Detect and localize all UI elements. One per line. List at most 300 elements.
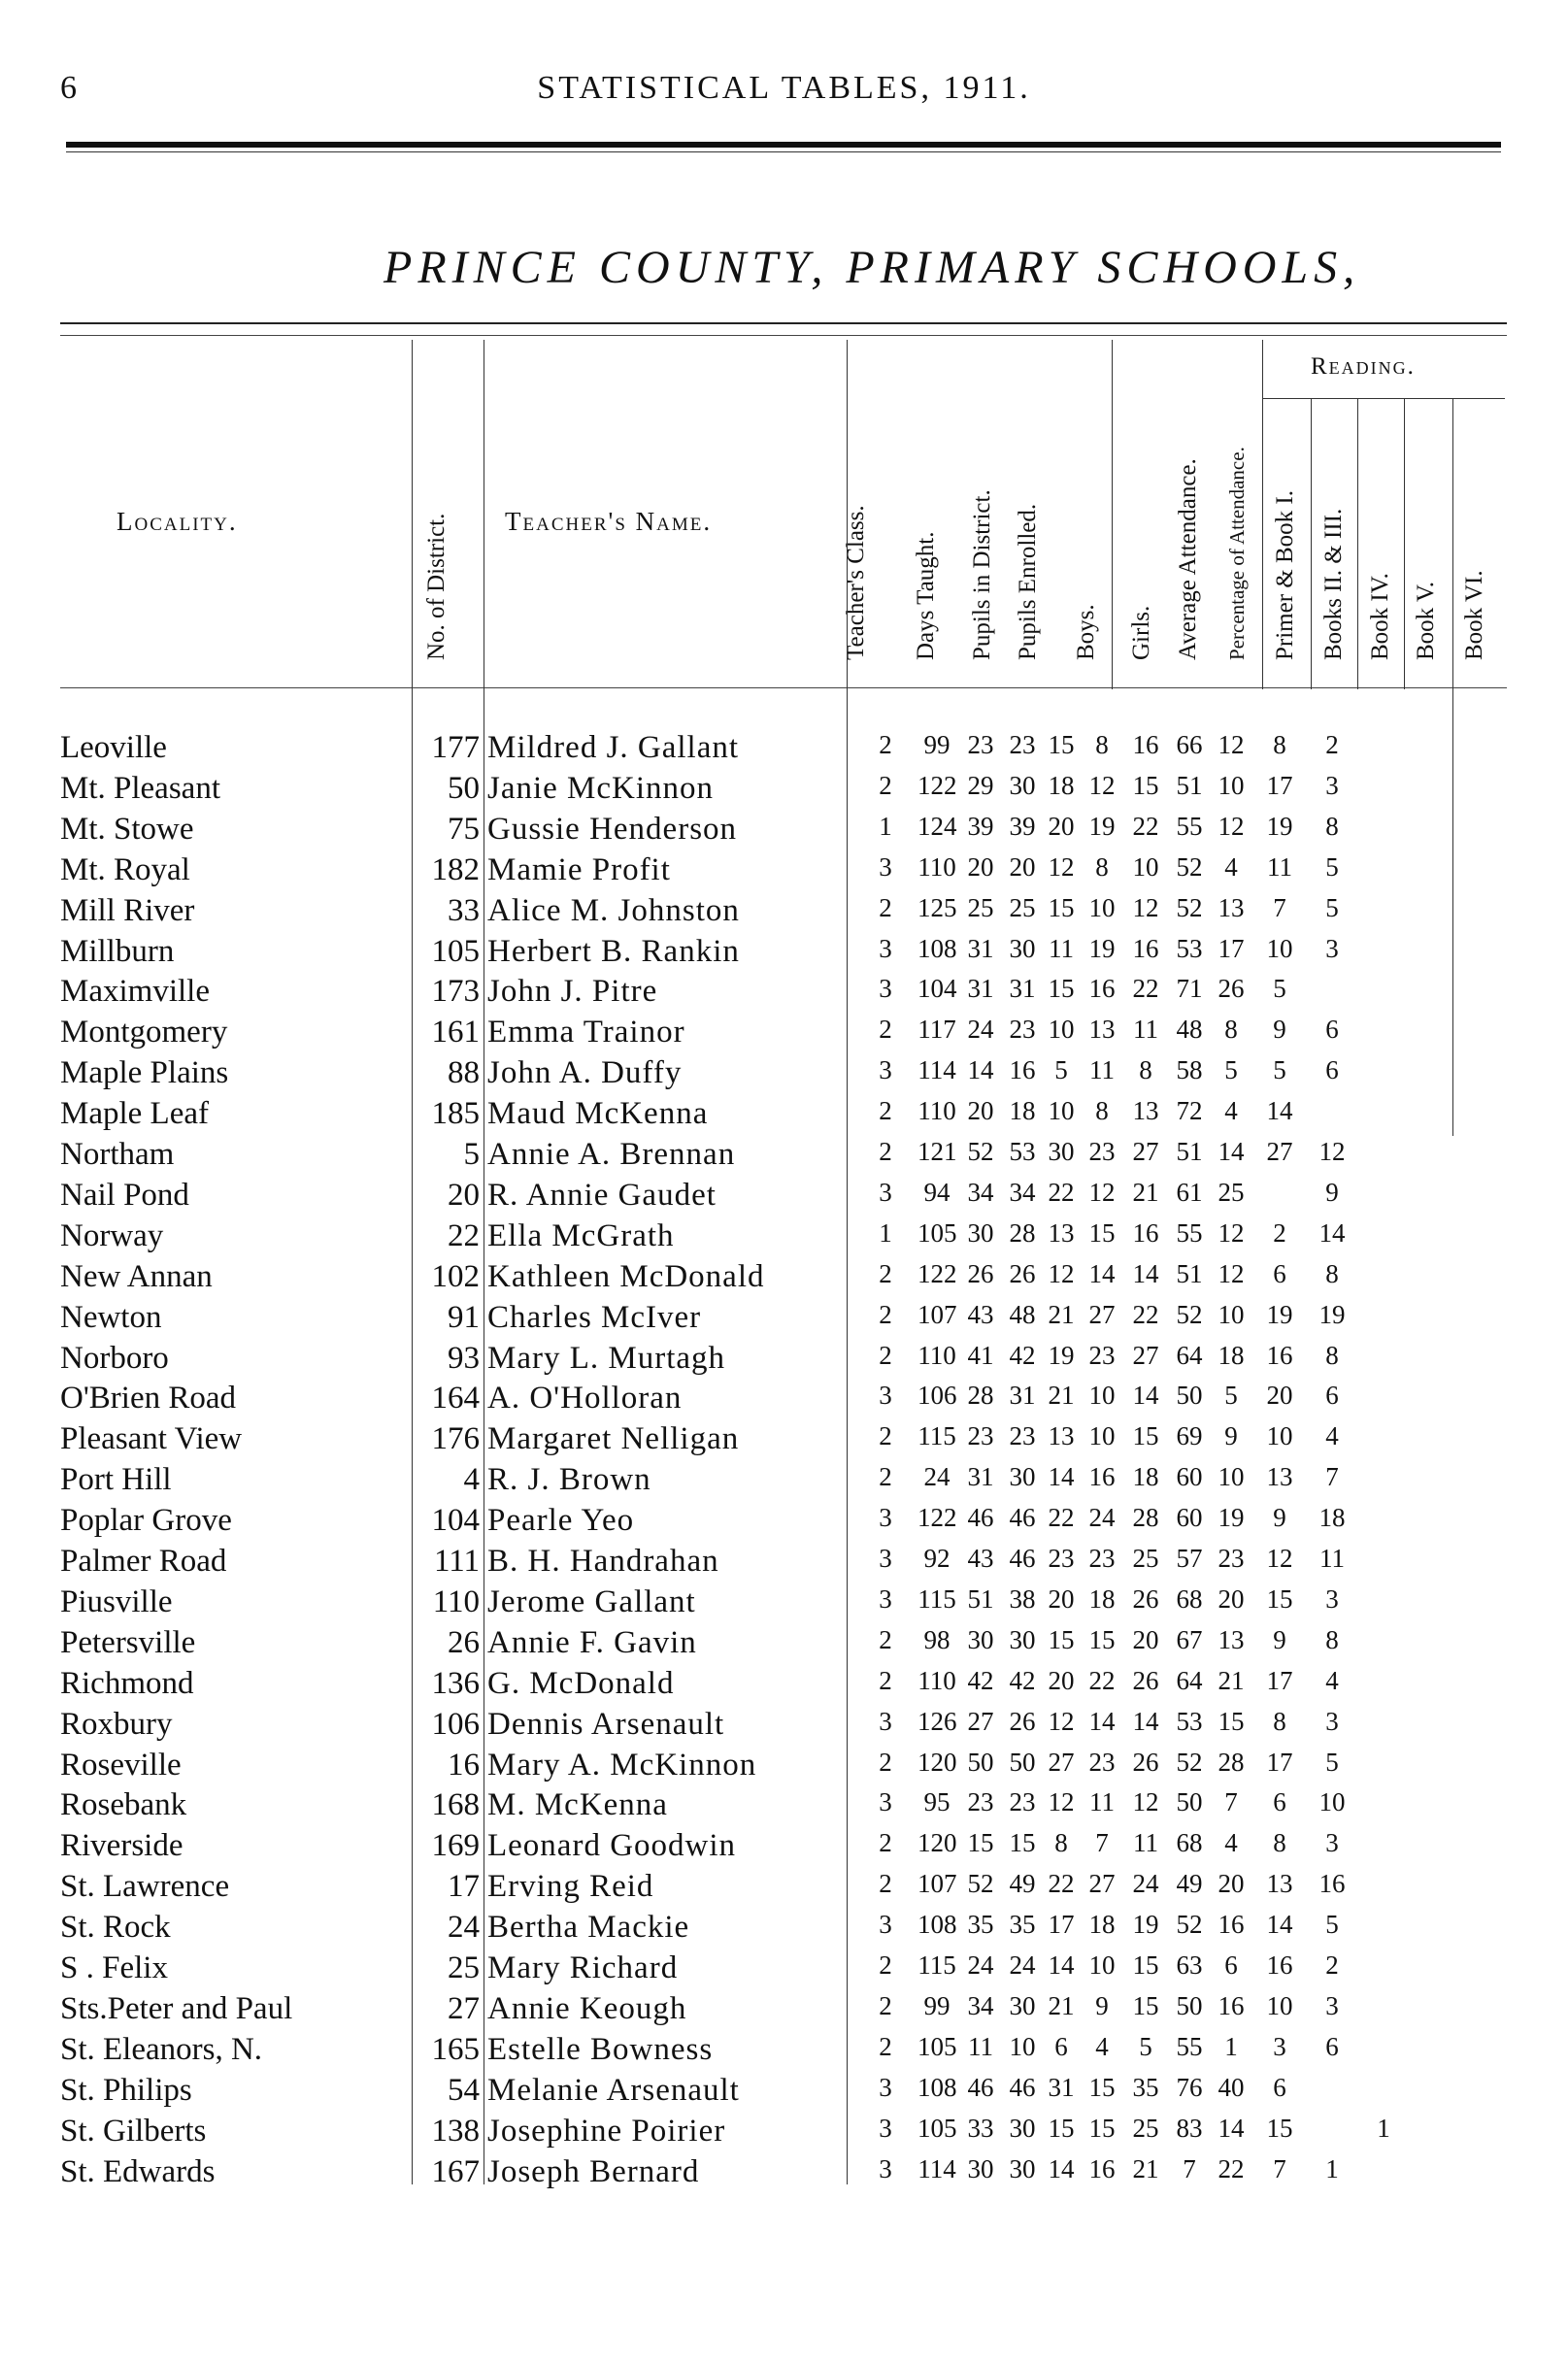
column-rule bbox=[1404, 398, 1405, 689]
primer-cell: 15 bbox=[1218, 1706, 1245, 1736]
locality-cell: Pleasant View bbox=[60, 1421, 243, 1457]
cls-cell: 3 bbox=[879, 1381, 892, 1411]
primer-cell: 4 bbox=[1224, 1096, 1238, 1126]
b23-cell: 10 bbox=[1266, 1421, 1293, 1451]
b23-cell: 7 bbox=[1273, 892, 1286, 922]
teacher-cell: Mary Richard bbox=[487, 1950, 679, 1985]
locality-cell: Port Hill bbox=[60, 1462, 172, 1498]
primer-cell: 40 bbox=[1218, 2072, 1245, 2102]
cls-cell: 2 bbox=[879, 1990, 892, 2020]
avg-cell: 28 bbox=[1132, 1503, 1159, 1533]
b4-cell: 18 bbox=[1318, 1503, 1346, 1533]
pupils-cell: 46 bbox=[967, 1503, 994, 1533]
avg-cell: 27 bbox=[1132, 1137, 1159, 1166]
boys-cell: 20 bbox=[1048, 811, 1075, 841]
table-row bbox=[0, 2154, 1568, 2195]
primer-cell: 10 bbox=[1218, 1299, 1245, 1329]
cls-cell: 2 bbox=[879, 1828, 892, 1858]
locality-cell: New Annan bbox=[60, 1258, 213, 1294]
b4-cell: 3 bbox=[1325, 933, 1339, 963]
table-row bbox=[0, 1910, 1568, 1950]
boys-cell: 12 bbox=[1048, 851, 1075, 882]
days-cell: 104 bbox=[917, 974, 957, 1004]
boys-cell: 12 bbox=[1048, 1258, 1075, 1288]
pct-cell: 64 bbox=[1176, 1665, 1203, 1695]
cls-cell: 2 bbox=[879, 1340, 892, 1370]
locality-cell: Nail Pond bbox=[60, 1177, 189, 1213]
locality-cell: Roxbury bbox=[60, 1706, 173, 1742]
district-cell: 173 bbox=[431, 974, 480, 1010]
b23-cell: 16 bbox=[1266, 1340, 1293, 1370]
boys-cell: 31 bbox=[1048, 2072, 1075, 2102]
table-row bbox=[0, 1341, 1568, 1382]
locality-cell: Riverside bbox=[60, 1828, 183, 1864]
avg-cell: 15 bbox=[1132, 1421, 1159, 1451]
b23-cell: 17 bbox=[1266, 770, 1293, 800]
avg-cell: 26 bbox=[1132, 1665, 1159, 1695]
b4-cell: 10 bbox=[1318, 1787, 1346, 1817]
table-top-rule bbox=[60, 322, 1507, 324]
boys-cell: 12 bbox=[1048, 1787, 1075, 1817]
header-girls: Girls. bbox=[1128, 605, 1154, 660]
table-row bbox=[0, 893, 1568, 934]
locality-cell: Petersville bbox=[60, 1624, 196, 1660]
cls-cell: 2 bbox=[879, 1299, 892, 1329]
pupils-cell: 33 bbox=[967, 2113, 994, 2143]
girls-cell: 13 bbox=[1088, 1015, 1116, 1045]
b4-cell: 3 bbox=[1325, 1706, 1339, 1736]
locality-cell: Sts.Peter and Paul bbox=[60, 1990, 293, 2026]
primer-cell: 16 bbox=[1218, 1990, 1245, 2020]
b23-cell: 16 bbox=[1266, 1950, 1293, 1980]
column-rule bbox=[1262, 340, 1263, 689]
cls-cell: 3 bbox=[879, 1503, 892, 1533]
pct-cell: 60 bbox=[1176, 1503, 1203, 1533]
enrolled-cell: 34 bbox=[1009, 1177, 1036, 1207]
boys-cell: 14 bbox=[1048, 1950, 1075, 1980]
boys-cell: 6 bbox=[1054, 2031, 1068, 2061]
b4-cell: 12 bbox=[1318, 1137, 1346, 1166]
avg-cell: 16 bbox=[1132, 1217, 1159, 1248]
district-cell: 136 bbox=[431, 1665, 480, 1701]
b23-cell: 17 bbox=[1266, 1747, 1293, 1777]
table-row bbox=[0, 1421, 1568, 1462]
cls-cell: 3 bbox=[879, 1706, 892, 1736]
pupils-cell: 27 bbox=[967, 1706, 994, 1736]
boys-cell: 22 bbox=[1048, 1869, 1075, 1899]
district-cell: 104 bbox=[431, 1503, 480, 1539]
locality-cell: Newton bbox=[60, 1299, 162, 1335]
pupils-cell: 31 bbox=[967, 933, 994, 963]
avg-cell: 16 bbox=[1132, 730, 1159, 759]
avg-cell: 10 bbox=[1132, 851, 1159, 882]
locality-cell: Mt. Stowe bbox=[60, 811, 194, 847]
primer-cell: 13 bbox=[1218, 1624, 1245, 1654]
b23-cell: 12 bbox=[1266, 1544, 1293, 1573]
girls-cell: 15 bbox=[1088, 2072, 1116, 2102]
cls-cell: 1 bbox=[879, 811, 892, 841]
teacher-cell: A. O'Holloran bbox=[487, 1381, 683, 1416]
district-cell: 161 bbox=[431, 1015, 480, 1050]
enrolled-cell: 10 bbox=[1009, 2031, 1036, 2061]
b23-cell: 9 bbox=[1273, 1015, 1286, 1045]
primer-cell: 9 bbox=[1224, 1421, 1238, 1451]
district-cell: 24 bbox=[448, 1910, 480, 1946]
teacher-cell: Erving Reid bbox=[487, 1869, 654, 1905]
enrolled-cell: 53 bbox=[1009, 1137, 1036, 1166]
table-row bbox=[0, 974, 1568, 1015]
pupils-cell: 52 bbox=[967, 1137, 994, 1166]
pct-cell: 7 bbox=[1183, 2153, 1196, 2183]
teacher-cell: Charles McIver bbox=[487, 1299, 702, 1335]
teacher-cell: John J. Pitre bbox=[487, 974, 658, 1010]
locality-cell: Leoville bbox=[60, 730, 167, 765]
avg-cell: 18 bbox=[1132, 1462, 1159, 1492]
table-row bbox=[0, 1178, 1568, 1218]
boys-cell: 12 bbox=[1048, 1706, 1075, 1736]
enrolled-cell: 30 bbox=[1009, 1624, 1036, 1654]
enrolled-cell: 42 bbox=[1009, 1665, 1036, 1695]
girls-cell: 22 bbox=[1088, 1665, 1116, 1695]
days-cell: 107 bbox=[917, 1869, 957, 1899]
pct-cell: 71 bbox=[1176, 974, 1203, 1004]
avg-cell: 22 bbox=[1132, 974, 1159, 1004]
girls-cell: 8 bbox=[1095, 1096, 1109, 1126]
days-cell: 110 bbox=[917, 1665, 956, 1695]
teacher-cell: Dennis Arsenault bbox=[487, 1706, 725, 1742]
boys-cell: 15 bbox=[1048, 2113, 1075, 2143]
girls-cell: 27 bbox=[1088, 1299, 1116, 1329]
days-cell: 108 bbox=[917, 1910, 957, 1940]
days-cell: 115 bbox=[917, 1950, 956, 1980]
table-row bbox=[0, 1584, 1568, 1625]
avg-cell: 21 bbox=[1132, 1177, 1159, 1207]
days-cell: 110 bbox=[917, 1340, 956, 1370]
primer-cell: 10 bbox=[1218, 770, 1245, 800]
enrolled-cell: 28 bbox=[1009, 1217, 1036, 1248]
enrolled-cell: 30 bbox=[1009, 1990, 1036, 2020]
district-cell: 75 bbox=[448, 811, 480, 847]
cls-cell: 2 bbox=[879, 1462, 892, 1492]
b4-cell: 1 bbox=[1325, 2153, 1339, 2183]
pupils-cell: 30 bbox=[967, 1217, 994, 1248]
pupils-cell: 50 bbox=[967, 1747, 994, 1777]
boys-cell: 21 bbox=[1048, 1299, 1075, 1329]
table-row bbox=[0, 1950, 1568, 1991]
b23-cell: 19 bbox=[1266, 1299, 1293, 1329]
girls-cell: 23 bbox=[1088, 1137, 1116, 1166]
primer-cell: 28 bbox=[1218, 1747, 1245, 1777]
district-cell: 110 bbox=[432, 1583, 480, 1619]
avg-cell: 11 bbox=[1133, 1015, 1158, 1045]
enrolled-cell: 26 bbox=[1009, 1706, 1036, 1736]
avg-cell: 15 bbox=[1132, 1950, 1159, 1980]
teacher-cell: Herbert B. Rankin bbox=[487, 933, 740, 969]
girls-cell: 16 bbox=[1088, 2153, 1116, 2183]
avg-cell: 27 bbox=[1132, 1340, 1159, 1370]
cls-cell: 3 bbox=[879, 933, 892, 963]
teacher-cell: Margaret Nelligan bbox=[487, 1421, 740, 1457]
pupils-cell: 41 bbox=[967, 1340, 994, 1370]
enrolled-cell: 20 bbox=[1009, 851, 1036, 882]
b23-cell: 6 bbox=[1273, 2072, 1286, 2102]
table-row bbox=[0, 852, 1568, 893]
pct-cell: 50 bbox=[1176, 1787, 1203, 1817]
days-cell: 114 bbox=[917, 1055, 956, 1085]
boys-cell: 11 bbox=[1049, 933, 1074, 963]
cls-cell: 2 bbox=[879, 1869, 892, 1899]
cls-cell: 3 bbox=[879, 1055, 892, 1085]
pct-cell: 63 bbox=[1176, 1950, 1203, 1980]
section-title: PRINCE COUNTY, PRIMARY SCHOOLS, bbox=[384, 242, 1361, 293]
cls-cell: 2 bbox=[879, 1421, 892, 1451]
boys-cell: 13 bbox=[1048, 1421, 1075, 1451]
table-row bbox=[0, 1869, 1568, 1910]
primer-cell: 4 bbox=[1224, 851, 1238, 882]
header-books-2-3: Books II. & III. bbox=[1320, 508, 1347, 660]
table-row bbox=[0, 1218, 1568, 1259]
girls-cell: 9 bbox=[1095, 1990, 1109, 2020]
cls-cell: 2 bbox=[879, 1258, 892, 1288]
district-cell: 93 bbox=[448, 1340, 480, 1376]
boys-cell: 10 bbox=[1048, 1015, 1075, 1045]
pupils-cell: 51 bbox=[967, 1583, 994, 1614]
cls-cell: 3 bbox=[879, 1787, 892, 1817]
teacher-cell: Annie F. Gavin bbox=[487, 1624, 697, 1660]
enrolled-cell: 15 bbox=[1009, 1828, 1036, 1858]
primer-cell: 12 bbox=[1218, 1217, 1245, 1248]
table-row bbox=[0, 2032, 1568, 2073]
district-cell: 168 bbox=[431, 1787, 480, 1823]
primer-cell: 10 bbox=[1218, 1462, 1245, 1492]
teacher-cell: Mildred J. Gallant bbox=[487, 730, 740, 765]
teacher-cell: R. J. Brown bbox=[487, 1462, 651, 1498]
locality-cell: Norboro bbox=[60, 1340, 169, 1376]
boys-cell: 20 bbox=[1048, 1665, 1075, 1695]
header-rule-thin bbox=[66, 151, 1501, 152]
primer-cell: 7 bbox=[1224, 1787, 1238, 1817]
cls-cell: 3 bbox=[879, 2153, 892, 2183]
pct-cell: 67 bbox=[1176, 1624, 1203, 1654]
avg-cell: 8 bbox=[1139, 1055, 1152, 1085]
pupils-cell: 20 bbox=[967, 851, 994, 882]
teacher-cell: Josephine Poirier bbox=[487, 2113, 726, 2149]
days-cell: 121 bbox=[917, 1137, 957, 1166]
table-row bbox=[0, 1991, 1568, 2032]
reading-group-rule bbox=[1262, 398, 1505, 399]
district-cell: 5 bbox=[463, 1137, 480, 1172]
header-book4: Book IV. bbox=[1367, 573, 1393, 660]
b23-cell: 15 bbox=[1266, 1583, 1293, 1614]
girls-cell: 4 bbox=[1095, 2031, 1109, 2061]
table-row bbox=[0, 1544, 1568, 1584]
girls-cell: 7 bbox=[1095, 1828, 1109, 1858]
avg-cell: 5 bbox=[1139, 2031, 1152, 2061]
boys-cell: 23 bbox=[1048, 1544, 1075, 1573]
enrolled-cell: 23 bbox=[1009, 730, 1036, 759]
girls-cell: 14 bbox=[1088, 1706, 1116, 1736]
table-row bbox=[0, 771, 1568, 812]
girls-cell: 10 bbox=[1088, 1950, 1116, 1980]
pct-cell: 51 bbox=[1176, 1258, 1203, 1288]
b4-cell: 3 bbox=[1325, 770, 1339, 800]
days-cell: 122 bbox=[917, 770, 957, 800]
locality-cell: Norway bbox=[60, 1217, 164, 1253]
pupils-cell: 43 bbox=[967, 1544, 994, 1573]
boys-cell: 19 bbox=[1048, 1340, 1075, 1370]
district-cell: 27 bbox=[448, 1990, 480, 2026]
table-row bbox=[0, 1787, 1568, 1828]
primer-cell: 12 bbox=[1218, 1258, 1245, 1288]
running-title: STATISTICAL TABLES, 1911. bbox=[537, 70, 1031, 106]
girls-cell: 18 bbox=[1088, 1910, 1116, 1940]
girls-cell: 10 bbox=[1088, 892, 1116, 922]
b4-cell: 5 bbox=[1325, 1747, 1339, 1777]
cls-cell: 2 bbox=[879, 892, 892, 922]
table-row bbox=[0, 1055, 1568, 1096]
enrolled-cell: 30 bbox=[1009, 2113, 1036, 2143]
boys-cell: 13 bbox=[1048, 1217, 1075, 1248]
pupils-cell: 30 bbox=[967, 1624, 994, 1654]
cls-cell: 2 bbox=[879, 1015, 892, 1045]
pct-cell: 51 bbox=[1176, 770, 1203, 800]
table-row bbox=[0, 1096, 1568, 1137]
b23-cell: 17 bbox=[1266, 1665, 1293, 1695]
district-cell: 26 bbox=[448, 1624, 480, 1660]
pct-cell: 52 bbox=[1176, 1910, 1203, 1940]
locality-cell: Mt. Pleasant bbox=[60, 770, 220, 806]
cls-cell: 2 bbox=[879, 1624, 892, 1654]
cls-cell: 3 bbox=[879, 1910, 892, 1940]
teacher-cell: M. McKenna bbox=[487, 1787, 668, 1823]
b23-cell: 13 bbox=[1266, 1869, 1293, 1899]
table-row bbox=[0, 1300, 1568, 1341]
days-cell: 98 bbox=[923, 1624, 951, 1654]
boys-cell: 8 bbox=[1054, 1828, 1068, 1858]
pct-cell: 72 bbox=[1176, 1096, 1203, 1126]
days-cell: 117 bbox=[917, 1015, 956, 1045]
primer-cell: 8 bbox=[1224, 1015, 1238, 1045]
boys-cell: 14 bbox=[1048, 2153, 1075, 2183]
b23-cell: 27 bbox=[1266, 1137, 1293, 1166]
avg-cell: 14 bbox=[1132, 1258, 1159, 1288]
page-number: 6 bbox=[60, 70, 77, 106]
district-cell: 111 bbox=[433, 1544, 480, 1579]
locality-cell: St. Philips bbox=[60, 2072, 192, 2108]
pct-cell: 68 bbox=[1176, 1828, 1203, 1858]
locality-cell: St. Rock bbox=[60, 1910, 171, 1946]
pupils-cell: 46 bbox=[967, 2072, 994, 2102]
enrolled-cell: 26 bbox=[1009, 1258, 1036, 1288]
header-pupils-enrolled: Pupils Enrolled. bbox=[1015, 503, 1041, 660]
b4-cell: 3 bbox=[1325, 1990, 1339, 2020]
days-cell: 105 bbox=[917, 2113, 957, 2143]
enrolled-cell: 35 bbox=[1009, 1910, 1036, 1940]
b23-cell: 7 bbox=[1273, 2153, 1286, 2183]
primer-cell: 4 bbox=[1224, 1828, 1238, 1858]
b4-cell: 8 bbox=[1325, 1340, 1339, 1370]
enrolled-cell: 30 bbox=[1009, 1462, 1036, 1492]
pupils-cell: 34 bbox=[967, 1177, 994, 1207]
primer-cell: 25 bbox=[1218, 1177, 1245, 1207]
table-row bbox=[0, 2073, 1568, 2114]
days-cell: 122 bbox=[917, 1258, 957, 1288]
avg-cell: 22 bbox=[1132, 811, 1159, 841]
table-row bbox=[0, 812, 1568, 852]
cls-cell: 3 bbox=[879, 851, 892, 882]
locality-cell: Mt. Royal bbox=[60, 851, 190, 887]
days-cell: 124 bbox=[917, 811, 957, 841]
table-row bbox=[0, 1707, 1568, 1748]
days-cell: 126 bbox=[917, 1706, 957, 1736]
girls-cell: 15 bbox=[1088, 1217, 1116, 1248]
locality-cell: Rosebank bbox=[60, 1787, 187, 1823]
district-cell: 17 bbox=[448, 1869, 480, 1905]
teacher-cell: Kathleen McDonald bbox=[487, 1258, 765, 1294]
enrolled-cell: 39 bbox=[1009, 811, 1036, 841]
b23-cell: 10 bbox=[1266, 933, 1293, 963]
locality-cell: Northam bbox=[60, 1137, 175, 1172]
teacher-cell: Emma Trainor bbox=[487, 1015, 685, 1050]
header-teacher: Teacher's Name. bbox=[505, 507, 713, 536]
column-rule bbox=[1357, 398, 1358, 689]
b23-cell: 14 bbox=[1266, 1910, 1293, 1940]
pupils-cell: 23 bbox=[967, 1421, 994, 1451]
b4-cell: 8 bbox=[1325, 1258, 1339, 1288]
pupils-cell: 23 bbox=[967, 730, 994, 759]
pct-cell: 50 bbox=[1176, 1381, 1203, 1411]
boys-cell: 22 bbox=[1048, 1503, 1075, 1533]
district-cell: 102 bbox=[431, 1258, 480, 1294]
pct-cell: 69 bbox=[1176, 1421, 1203, 1451]
avg-cell: 14 bbox=[1132, 1381, 1159, 1411]
enrolled-cell: 42 bbox=[1009, 1340, 1036, 1370]
teacher-cell: Alice M. Johnston bbox=[487, 892, 740, 928]
cls-cell: 3 bbox=[879, 974, 892, 1004]
pct-cell: 52 bbox=[1176, 851, 1203, 882]
district-cell: 167 bbox=[431, 2153, 480, 2189]
pct-cell: 58 bbox=[1176, 1055, 1203, 1085]
primer-cell: 20 bbox=[1218, 1583, 1245, 1614]
days-cell: 105 bbox=[917, 1217, 957, 1248]
primer-cell: 6 bbox=[1224, 1950, 1238, 1980]
pupils-cell: 20 bbox=[967, 1096, 994, 1126]
primer-cell: 12 bbox=[1218, 811, 1245, 841]
header-locality: Locality. bbox=[117, 507, 238, 536]
girls-cell: 23 bbox=[1088, 1747, 1116, 1777]
pct-cell: 50 bbox=[1176, 1990, 1203, 2020]
cls-cell: 2 bbox=[879, 1950, 892, 1980]
table-row bbox=[0, 2114, 1568, 2154]
pupils-cell: 43 bbox=[967, 1299, 994, 1329]
teacher-cell: Estelle Bowness bbox=[487, 2031, 714, 2067]
enrolled-cell: 38 bbox=[1009, 1583, 1036, 1614]
b23-cell: 8 bbox=[1273, 1706, 1286, 1736]
b23-cell: 9 bbox=[1273, 1624, 1286, 1654]
days-cell: 107 bbox=[917, 1299, 957, 1329]
b4-cell: 5 bbox=[1325, 851, 1339, 882]
pupils-cell: 42 bbox=[967, 1665, 994, 1695]
table-row bbox=[0, 1137, 1568, 1178]
header-district: No. of District. bbox=[423, 513, 450, 660]
header-bottom-rule bbox=[60, 687, 1507, 688]
pupils-cell: 39 bbox=[967, 811, 994, 841]
district-cell: 91 bbox=[448, 1299, 480, 1335]
pupils-cell: 23 bbox=[967, 1787, 994, 1817]
enrolled-cell: 48 bbox=[1009, 1299, 1036, 1329]
avg-cell: 19 bbox=[1132, 1910, 1159, 1940]
table-row bbox=[0, 730, 1568, 771]
